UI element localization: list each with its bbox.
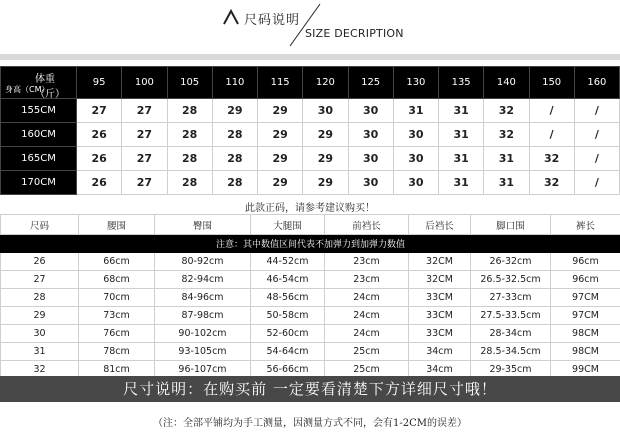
measurement-table — [0, 214, 620, 379]
measurement-cell: 34cm — [409, 343, 471, 361]
size-cell: 30 — [393, 171, 438, 195]
size-cell: / — [574, 171, 619, 195]
size-cell: 31 — [439, 99, 484, 123]
measurement-note-row — [1, 235, 620, 253]
table-row — [1, 99, 620, 123]
weight-header-cell: 135 — [439, 67, 484, 99]
weight-header-cell: 105 — [167, 67, 212, 99]
header-divider — [0, 54, 620, 60]
measurement-cell: 44-52cm — [251, 253, 325, 271]
measurement-cell: 29-35cm — [471, 361, 551, 379]
measurement-cell: 96-107cm — [155, 361, 251, 379]
size-cell: 31 — [484, 147, 529, 171]
slash-divider-icon — [262, 2, 322, 48]
size-banner: 尺寸说明：在购买前 一定要看清楚下方详细尺寸哦！ — [0, 376, 620, 402]
measurement-cell: 26.5-32.5cm — [471, 271, 551, 289]
size-cell: / — [529, 99, 574, 123]
measurement-cell: 30 — [1, 325, 79, 343]
size-cell: 31 — [393, 99, 438, 123]
weight-label: 体重（斤） — [35, 74, 65, 100]
weight-header-cell: 120 — [303, 67, 348, 99]
weight-height-table — [0, 66, 620, 195]
measurement-header-cell: 后裆长 — [409, 215, 471, 235]
size-cell: 31 — [439, 171, 484, 195]
size-cell: 30 — [303, 99, 348, 123]
table-row — [1, 307, 620, 325]
weight-header-cell: 125 — [348, 67, 393, 99]
measurement-footnote: （注：全部平铺均为手工测量，因测量方式不同，会有1-2CM的误差） — [153, 418, 467, 429]
height-label: 身高（CM） — [5, 85, 50, 94]
measurement-cell: 33CM — [409, 325, 471, 343]
measurement-cell: 31 — [1, 343, 79, 361]
size-cell: 29 — [258, 123, 303, 147]
size-cell: 28 — [167, 147, 212, 171]
size-cell: 29 — [212, 99, 257, 123]
measurement-cell: 52-60cm — [251, 325, 325, 343]
weight-header-cell: 100 — [122, 67, 167, 99]
measurement-cell: 32 — [1, 361, 79, 379]
measurement-header-row — [1, 215, 620, 235]
size-cell: 26 — [77, 123, 122, 147]
measurement-cell: 32CM — [409, 271, 471, 289]
size-cell: 27 — [122, 147, 167, 171]
weight-header-cell: 115 — [258, 67, 303, 99]
height-cell: 165CM — [1, 147, 77, 171]
caret-up-icon — [222, 8, 240, 26]
measurement-cell: 54-64cm — [251, 343, 325, 361]
measurement-cell: 27 — [1, 271, 79, 289]
page-header — [0, 0, 620, 60]
height-cell: 170CM — [1, 171, 77, 195]
measurement-cell: 24cm — [325, 307, 409, 325]
measurement-cell: 26 — [1, 253, 79, 271]
size-cell: 30 — [348, 147, 393, 171]
size-cell: 28 — [212, 171, 257, 195]
measurement-cell: 98CM — [551, 325, 620, 343]
measurement-cell: 33CM — [409, 289, 471, 307]
measurement-header-cell: 臀围 — [155, 215, 251, 235]
measurement-header-cell: 裤长 — [551, 215, 620, 235]
measurement-cell: 27-33cm — [471, 289, 551, 307]
height-cell: 160CM — [1, 123, 77, 147]
measurement-cell: 48-56cm — [251, 289, 325, 307]
table-row — [1, 147, 620, 171]
measurement-cell: 28-34cm — [471, 325, 551, 343]
measurement-cell: 93-105cm — [155, 343, 251, 361]
size-reference-notice: 此款正码，请参考建议购买！ — [245, 203, 375, 214]
size-cell: 27 — [122, 99, 167, 123]
size-cell: 27 — [77, 99, 122, 123]
measurement-cell: 82-94cm — [155, 271, 251, 289]
measurement-cell: 84-96cm — [155, 289, 251, 307]
size-cell: 32 — [484, 99, 529, 123]
size-cell: 29 — [303, 123, 348, 147]
size-cell: / — [574, 147, 619, 171]
table-row — [1, 271, 620, 289]
measurement-cell: 80-92cm — [155, 253, 251, 271]
weight-header-cell: 140 — [484, 67, 529, 99]
measurement-cell: 32CM — [409, 253, 471, 271]
size-cell: / — [529, 123, 574, 147]
measurement-cell: 73cm — [79, 307, 155, 325]
size-cell: 28 — [212, 123, 257, 147]
measurement-header-cell: 腰围 — [79, 215, 155, 235]
size-cell: 27 — [122, 123, 167, 147]
size-cell: 26 — [77, 171, 122, 195]
size-cell: 29 — [303, 147, 348, 171]
weight-header-cell: 160 — [574, 67, 619, 99]
size-title-en: SIZE DECRIPTION — [305, 27, 404, 40]
measurement-cell: 81cm — [79, 361, 155, 379]
measurement-cell: 24cm — [325, 325, 409, 343]
measurement-header-cell: 脚口围 — [471, 215, 551, 235]
size-cell: 27 — [122, 171, 167, 195]
size-cell: 28 — [167, 99, 212, 123]
measurement-cell: 28.5-34.5cm — [471, 343, 551, 361]
measurement-cell: 96cm — [551, 253, 620, 271]
size-cell: 29 — [258, 147, 303, 171]
size-cell: 30 — [348, 171, 393, 195]
measurement-cell: 28 — [1, 289, 79, 307]
size-cell: 32 — [484, 123, 529, 147]
measurement-cell: 46-54cm — [251, 271, 325, 289]
weight-header-cell: 150 — [529, 67, 574, 99]
size-cell: 28 — [167, 123, 212, 147]
table-row — [1, 289, 620, 307]
measurement-cell: 97CM — [551, 307, 620, 325]
table-row — [1, 325, 620, 343]
weight-header-row — [1, 67, 620, 99]
size-cell: 30 — [393, 147, 438, 171]
measurement-cell: 25cm — [325, 361, 409, 379]
measurement-cell: 98CM — [551, 343, 620, 361]
size-cell: 31 — [439, 123, 484, 147]
measurement-header-cell: 前裆长 — [325, 215, 409, 235]
elastic-note: 注意：其中数值区间代表不加弹力到加弹力数值 — [1, 235, 620, 253]
measurement-cell: 78cm — [79, 343, 155, 361]
size-cell: 29 — [258, 171, 303, 195]
measurement-cell: 29 — [1, 307, 79, 325]
table-row — [1, 171, 620, 195]
measurement-cell: 97CM — [551, 289, 620, 307]
size-cell: 31 — [484, 171, 529, 195]
table-row — [1, 343, 620, 361]
size-cell: 30 — [348, 99, 393, 123]
weight-header-cell: 110 — [212, 67, 257, 99]
measurement-cell: 56-66cm — [251, 361, 325, 379]
measurement-cell: 68cm — [79, 271, 155, 289]
measurement-cell: 76cm — [79, 325, 155, 343]
size-cell: 30 — [393, 123, 438, 147]
measurement-cell: 27.5-33.5cm — [471, 307, 551, 325]
measurement-cell: 99CM — [551, 361, 620, 379]
size-cell: 32 — [529, 147, 574, 171]
table-corner — [1, 67, 77, 99]
measurement-cell: 23cm — [325, 271, 409, 289]
measurement-cell: 70cm — [79, 289, 155, 307]
weight-header-cell: 130 — [393, 67, 438, 99]
measurement-cell: 24cm — [325, 289, 409, 307]
measurement-cell: 87-98cm — [155, 307, 251, 325]
weight-header-cell: 95 — [77, 67, 122, 99]
size-cell: 31 — [439, 147, 484, 171]
measurement-cell: 34cm — [409, 361, 471, 379]
size-cell: 26 — [77, 147, 122, 171]
size-title-cn: 尺码说明 — [244, 13, 301, 28]
size-cell: / — [574, 99, 619, 123]
measurement-header-cell: 尺码 — [1, 215, 79, 235]
size-cell: / — [574, 123, 619, 147]
table-row — [1, 253, 620, 271]
size-cell: 29 — [258, 99, 303, 123]
measurement-cell: 50-58cm — [251, 307, 325, 325]
height-cell: 155CM — [1, 99, 77, 123]
table-row — [1, 123, 620, 147]
measurement-cell: 90-102cm — [155, 325, 251, 343]
measurement-cell: 96cm — [551, 271, 620, 289]
size-cell: 28 — [212, 147, 257, 171]
measurement-cell: 25cm — [325, 343, 409, 361]
measurement-cell: 26-32cm — [471, 253, 551, 271]
measurement-cell: 66cm — [79, 253, 155, 271]
size-cell: 29 — [303, 171, 348, 195]
measurement-cell: 23cm — [325, 253, 409, 271]
measurement-cell: 33CM — [409, 307, 471, 325]
size-cell: 30 — [348, 123, 393, 147]
size-cell: 32 — [529, 171, 574, 195]
size-cell: 28 — [167, 171, 212, 195]
measurement-header-cell: 大腿围 — [251, 215, 325, 235]
